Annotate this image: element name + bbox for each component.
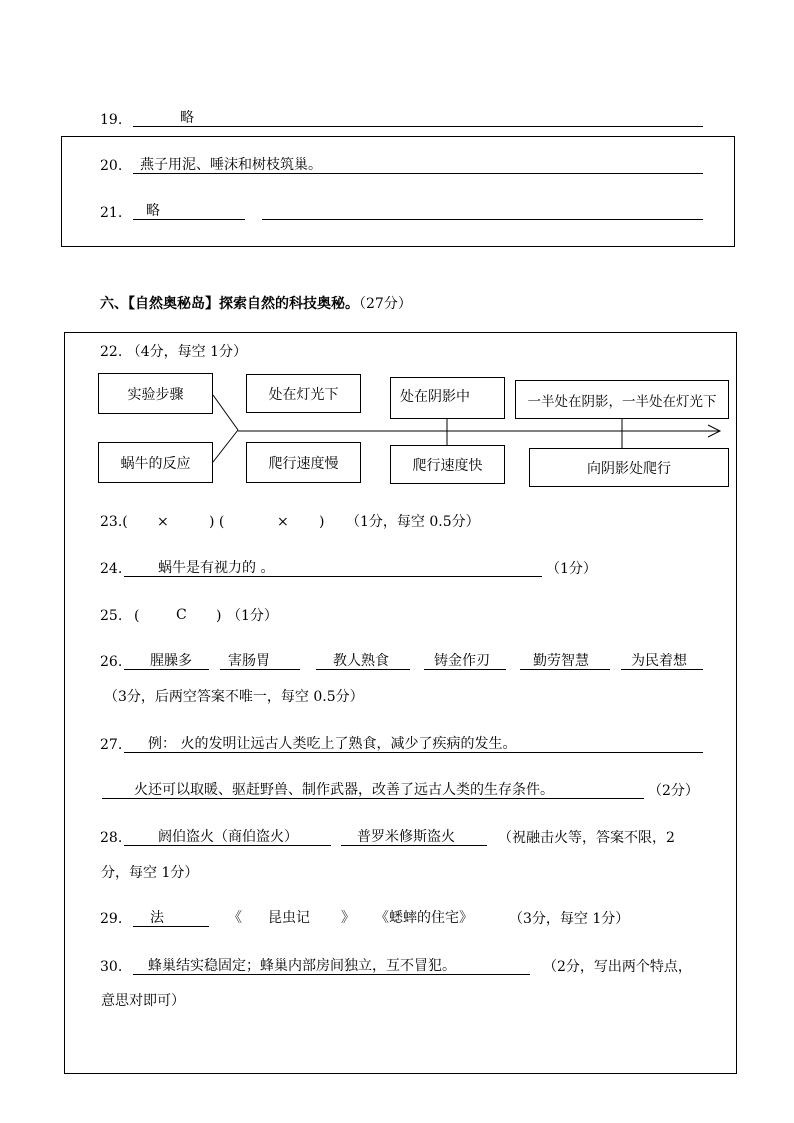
q29-open-bracket: 《 [228,910,242,926]
q27-line-1: 例： 火的发明让远古人类吃上了熟食，减少了疾病的发生。 [148,736,517,752]
answer-line [124,576,542,577]
q19-answer: 略 [180,110,194,126]
q27-number: 27. [100,737,123,753]
q26-answer-2: 害肠胃 [228,653,270,669]
q30-answer: 蜂巢结实稳固定；蜂巢内部房间独立，互不冒犯。 [148,958,456,974]
q25-number: 25. [100,608,123,624]
q26-note: （3分，后两空答案不唯一，每空 0.5分） [104,689,364,705]
answer-line [124,845,331,846]
q27-line-2: 火还可以取暖、驱赶野兽、制作武器，改善了远古人类的生存条件。 [134,782,554,798]
answer-line [124,752,703,753]
answer-line [102,798,644,799]
answer-line [124,669,209,670]
flow-response-3: 向阴影处爬行 [529,448,729,487]
q26-answer-1: 腥臊多 [150,653,192,669]
answer-line [133,926,209,927]
section-score: （27分） [359,296,412,312]
flow-row-label-steps: 实验步骤 [98,373,213,414]
answer-line [341,845,487,846]
q21-answer: 略 [146,203,160,219]
q26-answer-5: 勤劳智慧 [533,653,589,669]
answer-line [316,669,410,670]
answer-line [220,669,300,670]
flow-condition-1: 处在灯光下 [246,374,361,413]
q24-answer: 蜗牛是有视力的 。 [158,560,275,576]
q25-answer: C [176,607,187,623]
q24-number: 24. [100,561,123,577]
q28-note: （祝融击火等，答案不限，2 [498,830,675,846]
q29-answer-2: 昆虫记 [268,910,310,926]
q28-answer-1: 阏伯盗火（商伯盗火） [158,829,298,845]
flow-response-2: 爬行速度快 [390,445,505,484]
q29-close-bracket: 》 [341,910,355,926]
q23-answer-1: × [157,514,169,530]
q24-note: （1分） [546,561,597,577]
q29-note: （3分，每空 1分） [509,911,630,927]
q30-note: （2分，写出两个特点， [543,959,692,975]
q25-close: ) [216,608,222,624]
q23-close: ) [319,514,325,530]
q26-answer-3: 教人熟食 [333,653,389,669]
answer-line [133,974,530,975]
q22-number: 22. [100,344,123,360]
flow-row-label-reaction: 蜗牛的反应 [98,442,213,483]
q25-note: （1分） [227,608,278,624]
q28-note-cont: 分，每空 1分） [101,865,199,881]
q23-note: （1分，每空 0.5分） [346,514,480,530]
q30-note-cont: 意思对即可） [101,993,185,1009]
q29-number: 29. [100,911,123,927]
q26-answer-6: 为民着想 [631,653,687,669]
answer-line [621,669,703,670]
q30-number: 30. [100,959,123,975]
q23-answer-2: × [277,514,289,530]
q29-answer-1: 法 [150,910,164,926]
section-title: 六、【自然奥秘岛】探索自然的科技奥秘。 [100,296,359,312]
q21-number: 21. [100,205,123,221]
q26-number: 26. [100,654,123,670]
q27-note: （2分） [648,783,699,799]
q23-open: 23.( [100,514,128,530]
q29-answer-3: 《蟋蟀的住宅》 [375,910,473,926]
q20-number: 20. [100,158,123,174]
flow-response-1: 爬行速度慢 [246,442,361,483]
q26-answer-4: 铸金作刃 [434,653,490,669]
q19-number: 19. [100,112,123,128]
q20-answer: 燕子用泥、唾沫和树枝筑巢。 [140,157,322,173]
q23-mid: ) ( [209,514,225,530]
flow-condition-3: 一半处在阴影，一半处在灯光下 [515,380,729,419]
q28-number: 28. [100,830,123,846]
answer-line [424,669,506,670]
q25-open: ( [134,608,140,624]
q22-note: （4分，每空 1分） [126,344,247,360]
q28-answer-2: 普罗米修斯盗火 [357,829,455,845]
answer-line [520,669,610,670]
flow-condition-2: 处在阴影中 [390,377,505,419]
